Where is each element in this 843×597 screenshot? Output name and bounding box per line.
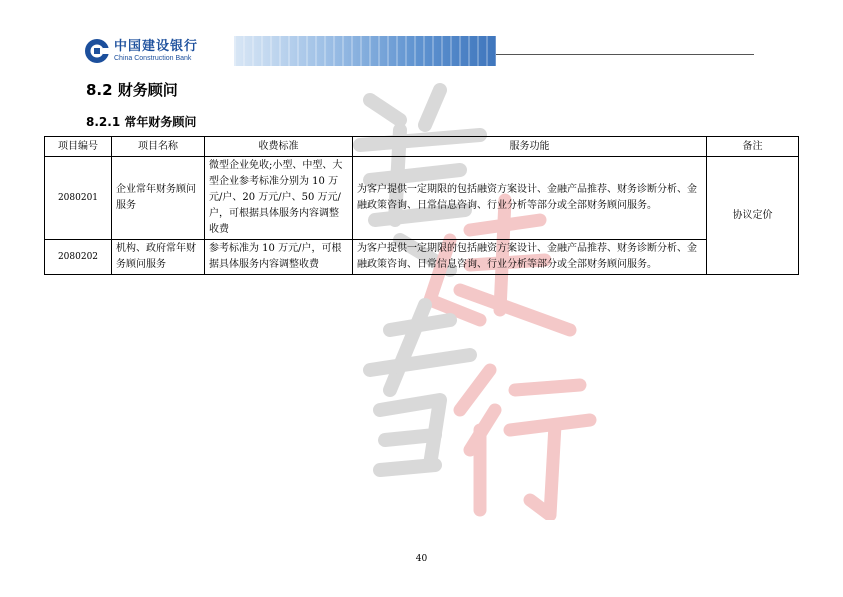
fee-table [44, 136, 799, 275]
page-number: 40 [415, 554, 428, 564]
service-function: 为客户提供一定期限的包括融资方案设计、金融产品推荐、财务诊断分析、金融政策咨询、日常信息咨询、行业分析等部分或全部财务顾问服务。 [353, 157, 707, 240]
section-title: 8.2 财务顾问 [86, 81, 178, 99]
header-fee: 收费标准 [205, 137, 353, 157]
fee-standard: 微型企业免收;小型、中型、大型企业参考标准分别为 10 万元/户、20 万元/户、50 万元/户，可根据具体服务内容调整收费 [205, 157, 353, 240]
header-code: 项目编号 [45, 137, 112, 157]
bank-name-en: China Construction Bank [114, 55, 192, 62]
note-cell: 协议定价 [707, 157, 799, 275]
table-header-row [45, 137, 799, 157]
ccb-logo-icon [84, 38, 110, 64]
header-name: 项目名称 [112, 137, 205, 157]
header-banner [234, 36, 496, 66]
item-name: 企业常年财务顾问服务 [112, 157, 205, 240]
item-name: 机构、政府常年财务顾问服务 [112, 240, 205, 275]
subsection-title: 8.2.1 常年财务顾问 [86, 115, 197, 129]
header-function: 服务功能 [353, 137, 707, 157]
item-code: 2080202 [45, 240, 112, 275]
service-function: 为客户提供一定期限的包括融资方案设计、金融产品推荐、财务诊断分析、金融政策咨询、日常信息咨询、行业分析等部分或全部财务顾问服务。 [353, 240, 707, 275]
page-header [84, 34, 754, 68]
bank-logo [84, 34, 234, 68]
bank-name-cn: 中国建设银行 [114, 39, 199, 54]
table-row [45, 240, 799, 275]
item-code: 2080201 [45, 157, 112, 240]
header-note: 备注 [707, 137, 799, 157]
header-rule [496, 54, 754, 55]
table-row [45, 157, 799, 240]
fee-standard: 参考标准为 10 万元/户，可根据具体服务内容调整收费 [205, 240, 353, 275]
